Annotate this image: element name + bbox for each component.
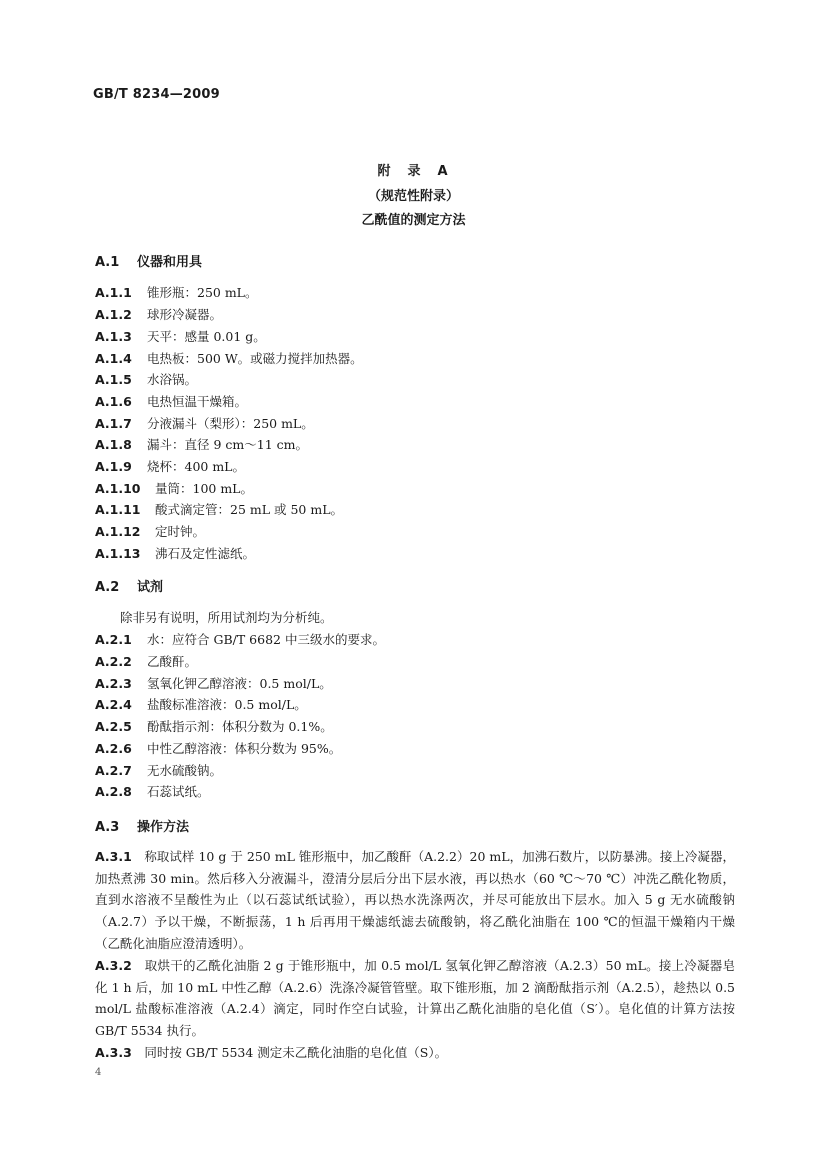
list-item (95, 761, 222, 779)
item-number: A.1.10 (95, 481, 141, 496)
section-number: A.3 (95, 820, 120, 835)
item-text: 球形冷凝器。 (147, 307, 223, 322)
item-text: 石蕊试纸。 (147, 784, 210, 799)
item-number: A.2.4 (95, 697, 132, 712)
item-text: 漏斗：直径 9 cm～11 cm。 (147, 437, 308, 452)
item-number: A.2.2 (95, 654, 132, 669)
item-number: A.3.1 (95, 849, 132, 864)
item-number: A.2.8 (95, 784, 132, 799)
item-number: A.3.2 (95, 958, 132, 973)
list-item (95, 652, 197, 670)
appendix-title: 附 录 A (377, 164, 450, 179)
item-number: A.2.7 (95, 763, 132, 778)
document-code: GB/T 8234—2009 (93, 87, 220, 102)
procedure-paragraph (95, 1042, 735, 1064)
item-text: 量筒：100 mL。 (155, 481, 253, 496)
list-item (95, 392, 247, 410)
list-item (95, 327, 266, 345)
item-text: 定时钟。 (155, 524, 206, 539)
item-number: A.3.3 (95, 1045, 132, 1060)
list-item (95, 695, 307, 713)
item-text: 乙酸酐。 (147, 654, 198, 669)
item-text: 氢氧化钾乙醇溶液：0.5 mol/L。 (147, 676, 332, 691)
item-text: 水浴锅。 (147, 372, 198, 387)
item-number: A.1.8 (95, 437, 132, 452)
section-number: A.1 (95, 255, 120, 270)
item-number: A.1.6 (95, 394, 132, 409)
section-heading-a2 (95, 576, 163, 595)
section-number: A.2 (95, 580, 120, 595)
list-item (95, 717, 333, 735)
item-number: A.1.1 (95, 285, 132, 300)
item-text: 电热恒温干燥箱。 (147, 394, 248, 409)
list-item (95, 544, 255, 562)
section-intro: 除非另有说明，所用试剂均为分析纯。 (120, 610, 333, 625)
item-text: 取烘干的乙酰化油脂 2 g 于锥形瓶中，加 0.5 mol/L 氢氧化钾乙醇溶液（A.2.3）50 mL。接上冷凝器皂化 1 h 后，加 10 mL 中性乙醇（A.2.6）洗涤冷凝管管壁。取下锥形瓶，加 2 滴酚酞指示剂（A.2.5），趁热以 0.5 mol/L 盐酸标准溶液（A.2.4）滴定，同时作空白试验，计算出乙酰化油脂的皂化值（S′）。皂化值的计算方法按 GB/T 5534 执行。 (95, 958, 735, 1039)
item-number: A.2.1 (95, 632, 132, 647)
list-item (95, 349, 363, 367)
appendix-type: （规范性附录） (367, 189, 459, 204)
section-heading-a3 (95, 816, 189, 835)
item-text: 沸石及定性滤纸。 (155, 546, 256, 561)
item-text: 盐酸标准溶液：0.5 mol/L。 (147, 697, 307, 712)
item-text: 水：应符合 GB/T 6682 中三级水的要求。 (147, 632, 385, 647)
item-number: A.2.3 (95, 676, 132, 691)
item-number: A.2.5 (95, 719, 132, 734)
list-item (95, 479, 253, 497)
item-number: A.1.3 (95, 329, 132, 344)
item-text: 烧杯：400 mL。 (147, 459, 245, 474)
section-title: 操作方法 (137, 820, 190, 835)
section-title: 仪器和用具 (137, 255, 203, 270)
item-text: 无水硫酸钠。 (147, 763, 223, 778)
list-item (95, 435, 308, 453)
item-number: A.1.2 (95, 307, 132, 322)
list-item (95, 457, 245, 475)
list-item (95, 500, 343, 518)
list-item (95, 283, 258, 301)
item-text: 锥形瓶：250 mL。 (147, 285, 258, 300)
item-text: 酸式滴定管：25 mL 或 50 mL。 (155, 502, 344, 517)
list-item (95, 674, 332, 692)
list-item (95, 370, 197, 388)
list-item (95, 414, 314, 432)
appendix-name: 乙酰值的测定方法 (361, 213, 466, 228)
item-text: 电热板：500 W。或磁力搅拌加热器。 (147, 351, 363, 366)
section-title: 试剂 (137, 580, 164, 595)
item-number: A.2.6 (95, 741, 132, 756)
item-number: A.1.9 (95, 459, 132, 474)
item-text: 中性乙醇溶液：体积分数为 95%。 (147, 741, 342, 756)
item-number: A.1.12 (95, 524, 141, 539)
item-number: A.1.4 (95, 351, 132, 366)
section-heading-a1 (95, 251, 202, 270)
item-number: A.1.7 (95, 416, 132, 431)
procedure-paragraph (95, 846, 735, 955)
list-item (95, 522, 205, 540)
item-number: A.1.11 (95, 502, 141, 517)
item-text: 酚酞指示剂：体积分数为 0.1%。 (147, 719, 333, 734)
item-text: 分液漏斗（梨形）：250 mL。 (147, 416, 314, 431)
procedure-paragraph (95, 955, 735, 1042)
list-item (95, 305, 222, 323)
item-text: 同时按 GB/T 5534 测定未乙酰化油脂的皂化值（S）。 (144, 1045, 448, 1060)
item-text: 天平：感量 0.01 g。 (147, 329, 266, 344)
list-item (95, 739, 341, 757)
list-item (95, 782, 210, 800)
item-number: A.1.5 (95, 372, 132, 387)
item-number: A.1.13 (95, 546, 141, 561)
list-item (95, 630, 385, 648)
item-text: 称取试样 10 g 于 250 mL 锥形瓶中，加乙酸酐（A.2.2）20 mL，加沸石数片，以防暴沸。接上冷凝器，加热煮沸 30 min。然后移入分液漏斗，澄清分层后分出下层水液，再以热水（60 ℃～70 ℃）冲洗乙酰化物质，直到水溶液不呈酸性为止（以石蕊试纸试验），再以热水洗涤两次，并尽可能放出下层水。加入 5 g 无水硫酸钠（A.2.7）予以干燥，不断振荡，1 h 后再用干燥滤纸滤去硫酸钠，将乙酰化油脂在 100 ℃的恒温干燥箱内干燥（乙酰化油脂应澄清透明）。 (95, 849, 735, 951)
page-number: 4 (95, 1067, 102, 1078)
